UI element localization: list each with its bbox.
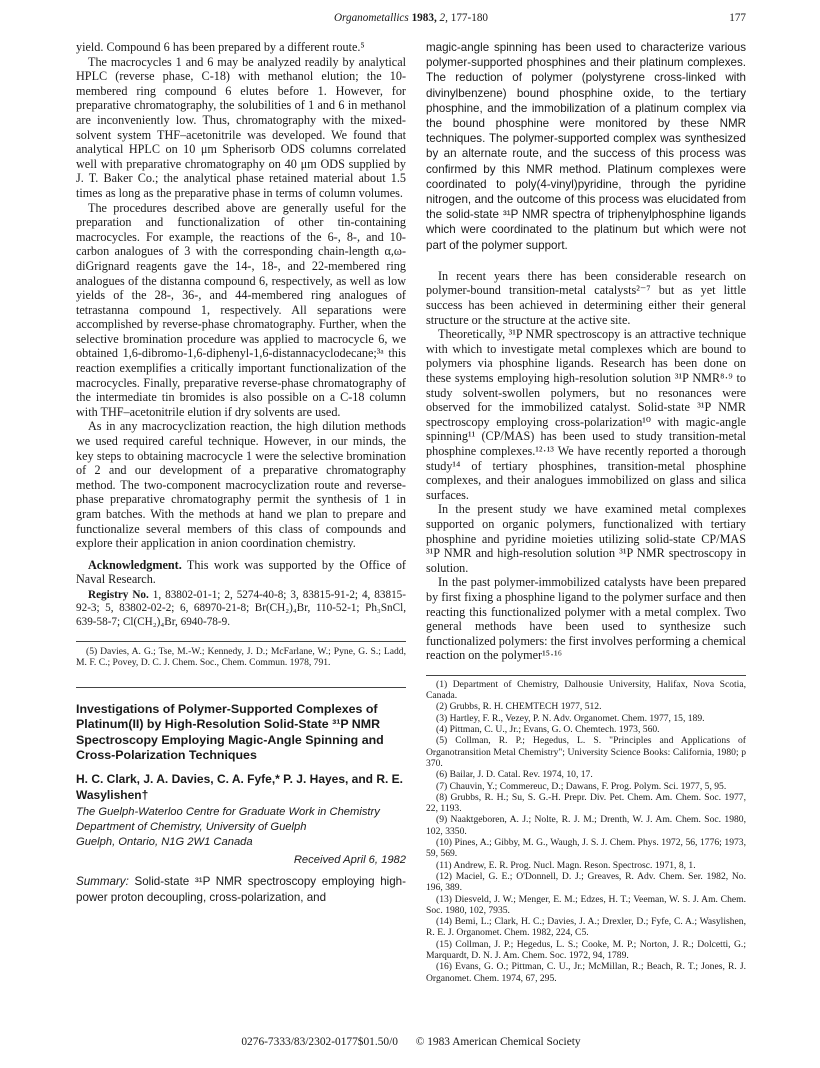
journal-name: Organometallics [333,12,409,24]
acknowledgment-text: This work was supported by the Office of Naval Research. [76,557,406,587]
journal-volume: 2, [439,12,448,24]
affiliation-centre: The Guelph-Waterloo Centre for Graduate Work in Chemistry [76,806,380,819]
summary [76,874,406,905]
footnote: (16) Evans, G. O.; Pittman, C. U., Jr.; McMillan, R.; Beach, R. T.; Jones, R. J. Organomet. Chem. 1974, 67, 295. [426,961,746,984]
footnote-rule [426,675,746,676]
affiliation-department: Department of Chemistry, University of Guelph [76,821,307,834]
registry-numbers [76,589,406,629]
footer-code: 0276-7333/83/2302-0177$01.50/0 [241,1036,398,1048]
right-column [426,40,746,984]
registry-heading: Registry No. [88,588,149,601]
registry-text: 1, 83802-01-1; 2, 5274-40-8; 3, 83815-91-2; 4, 83815-92-3; 5, 83802-02-2; 6, 68970-21-8; Br(CH₂)₄Br, 110-52-1; Ph₃SnCl, 639-58-7; Cl(CH₂)₄Br, 6940-78-9. [76,588,407,628]
footnote: (8) Grubbs, R. H.; Su, S. G.-H. Prepr. Div. Pet. Chem. Am. Chem. Soc. 1977, 22, 1193. [426,791,746,815]
footnote: (11) Andrew, E. R. Prog. Nucl. Magn. Reson. Spectrosc. 1971, 8, 1. [436,859,696,871]
footnote: (4) Pittman, C. U., Jr.; Evans, G. O. Chemtech. 1973, 560. [436,724,660,736]
abstract-text: magic-angle spinning has been used to characterize various polymer-supported phosphines and their platinum complexes. The reduction of polymer (polystyrene cross-linked with divinylbenzene) bound phosphine oxide, to the tertiary phosphine, and the immobilization of a platinum complex via the bound phosphine were monitored by these NMR techniques. The polymer-supported complex was synthesized by an alternate route, and the success of this process was confirmed by this NMR method. Platinum complexes were coordinated to poly(4-vinyl)pyridine, through the pyridine nitrogen, and the outcome of this process was elucidated from the solid-state ³¹P NMR spectra of triphenylphosphine ligands which were coordinated to the platinum but which were not part of the polymer support. [426,41,746,252]
footnote: (15) Collman, J. P.; Hegedus, L. S.; Cooke, M. P.; Norton, J. R.; Dolcetti, G.; Marquardt, D. N. J. Am. Chem. Soc. 1972, 94, 1789. [426,938,746,961]
paragraph: The procedures described above are generally useful for the preparation and functionalization of other tin-containing macrocycles. For example, the reactions of the 6-, 8-, and 10-carbon analogues of 3 with the corresponding chain-length α,ω-diGrignard reagents gave the 14-, 18-, and 22-membered ring analogues of the distanna compound 6, respectively, as well as low yields of the 28-, 36-, and 44-membered ring analogues of tetrastanna compound 1, respectively. All separations were accomplished by reverse-phase chromatography. Further, when the selective bromination procedure was applied to macrocycle 6, we obtained 1,6-dibromo-1,6-diphenyl-1,6-distannacyclodecane;³ᵃ this reaction exemplifies a critically important functionalization of the macrocycles. Finally, preparative reverse-phase chromatography of the intermediate tin bromides is also possible on a C-18 column with THF–acetonitrile elution if dry solvents are used. [76,200,406,419]
acknowledgment [76,558,406,587]
article-authors: H. C. Clark, J. A. Davies, C. A. Fyfe,* P. J. Hayes, and R. E. Wasylishen† [76,772,404,803]
right-footnotes [426,679,746,984]
article-divider [76,687,406,688]
journal-year: 1983, [411,12,437,24]
page-footer [76,1036,746,1048]
footnote: (9) Naaktgeboren, A. J.; Nolte, R. J. M.; Drenth, W. J. Am. Chem. Soc. 1980, 102, 3350. [426,814,746,837]
journal-citation [76,12,746,24]
paragraph: yield. Compound 6 has been prepared by a different route.⁵ [76,40,365,54]
acknowledgment-heading: Acknowledgment. [88,557,182,572]
paragraph: In recent years there has been considerable research on polymer-bound transition-metal catalysts²⁻⁷ but as yet little success has been achieved in determining either their general structure or the structure at the active site. [426,268,746,327]
footnote: (12) Maciel, G. E.; O'Donnell, D. J.; Greaves, R. Adv. Chem. Ser. 1982, No. 196, 389. [426,870,746,894]
left-footnotes [76,646,406,669]
footnote: (10) Pines, A.; Gibby, M. G., Waugh, J. S. J. Chem. Phys. 1972, 56, 1776; 1973, 59, 569. [426,837,746,860]
footnote: (2) Grubbs, R. H. CHEMTECH 1977, 512. [436,701,602,713]
summary-paragraph [76,874,406,905]
article-title: Investigations of Polymer-Supported Complexes of Platinum(II) by High-Resolution Solid-State ³¹P NMR Spectroscopy Employing Magic-Angle Spinning and Cross-Polarization Techniques [76,701,384,762]
summary-text: Solid-state ³¹P NMR spectroscopy employing high-power proton decoupling, cross-polarization, and [76,875,406,904]
paragraph: In the past polymer-immobilized catalysts have been prepared by first fixing a phosphine ligand to the polymer surface and then reacting this functionalized polymer with a metal complex. Two general methods have been used to synthesize such functionalized polymers: the first involves performing a chemical reaction on the polymer¹⁵·¹⁶ [426,575,746,663]
paragraph: As in any macrocyclization reaction, the high dilution methods we used required careful technique. However, in our minds, the key steps to obtaining macrocycle 1 were the selective bromination of 2 and our development of a preparative chromatography method. The two-component macrocyclization route and reverse-phase preparative chromatography permit the synthesis of 1 in gram batches. With the methods at hand we plan to prepare and functionalize several members of this class of compounds and explore their application in anion coordination chemistry. [76,419,406,551]
received-date: Received April 6, 1982 [293,854,406,867]
journal-pages: 177-180 [450,12,489,24]
footnote-rule [76,641,406,642]
running-header [76,12,746,30]
footnote: (14) Bemi, L.; Clark, H. C.; Davies, J. A.; Drexler, D.; Fyfe, C. A.; Wasylishen, R. E. J. Organomet. Chem. 1982, 224, C5. [426,916,746,939]
abstract [426,40,746,253]
summary-heading: Summary: [76,875,129,889]
footnote: (5) Collman, R. P.; Hegedus, L. S. "Principles and Applications of Organotransition Metal Chemistry"; University Science Books: California, 1980; p 370. [426,735,746,769]
affiliation-address: Guelph, Ontario, N1G 2W1 Canada [76,836,253,849]
footnote: (1) Department of Chemistry, Dalhousie University, Halifax, Nova Scotia, Canada. [426,678,746,702]
footnote: (7) Chauvin, Y.; Commereuc, D.; Dawans, F. Prog. Polym. Sci. 1977, 5, 95. [436,780,727,792]
footnote: (13) Diesveld, J. W.; Menger, E. M.; Edzes, H. T.; Veeman, W. S. J. Am. Chem. Soc. 1980, 102, 7935. [426,893,746,916]
footnote: (3) Hartley, F. R., Vezey, P. N. Adv. Organomet. Chem. 1977, 15, 189. [436,712,705,724]
paragraph: The macrocycles 1 and 6 may be analyzed readily by analytical HPLC (reverse phase, C-18) with methanol elution; the 10-membered ring compound 6 elutes before 1. However, for preparative chromatography, the solubilities of 1 and 6 in methanol are inconveniently low. Thus, chromatography with the mixed-solvent system THF–acetonitrile was developed. We found that analytical HPLC on 10 μm Spherisorb ODS columns correlated well with preparative chromatography on 40 μm ODS supplied by J. T. Baker Co.; the analytical phase retained material about 1.5 times as long as the preparative phase in terms of column volumes. [76,54,406,200]
footnote: (5) Davies, A. G.; Tse, M.-W.; Kennedy, J. D.; McFarlane, W.; Pyne, G. S.; Ladd, M. F. C.; Povey, D. C. J. Chem. Soc., Chem. Commun. 1978, 791. [76,646,406,669]
left-column [76,40,406,905]
paragraph: In the present study we have examined metal complexes supported on organic polymers, functionalized with tertiary phosphine and pyridine moieties utilizing solid-state CP/MAS ³¹P NMR and high-resolution solution ³¹P NMR spectroscopy in solution. [426,502,746,575]
page-number: 177 [729,12,746,24]
paragraph: Theoretically, ³¹P NMR spectroscopy is an attractive technique with which to investigate metal complexes which are bound to polymers via phosphine ligands. Research has been done on these systems employing high-resolution solution ³¹P NMR⁸·⁹ to study solvent-swollen polymers, but no resonances were observed for the immobilized catalyst. Solid-state ³¹P NMR spectroscopy employing cross-polarization¹⁰ with magic-angle spinning¹¹ (CP/MAS) has been used to study transition-metal phosphine complexes.¹²·¹³ We have recently reported a thorough study¹⁴ of tertiary phosphines, transition-metal phosphine complexes, and their analogues immobilized on glass and silica surfaces. [426,327,746,502]
footer-copyright: © 1983 American Chemical Society [415,1036,581,1048]
footnote: (6) Bailar, J. D. Catal. Rev. 1974, 10, 17. [436,769,593,781]
